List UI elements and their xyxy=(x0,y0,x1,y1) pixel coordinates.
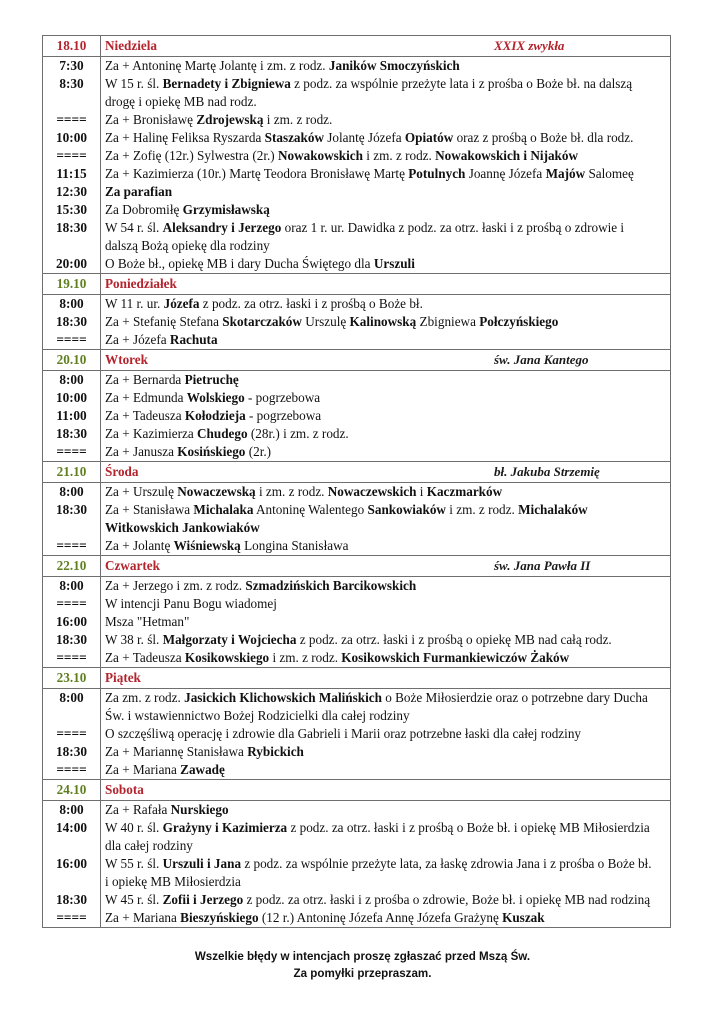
intention-text: z podz. za otrz. łaski i z prośbą o opiekę MB nad całą rodz. xyxy=(296,632,612,647)
intention-line xyxy=(105,443,666,461)
intention-text: W 40 r. śl. xyxy=(105,820,163,835)
intention-line xyxy=(105,165,666,183)
intention-line xyxy=(105,425,666,443)
intention-line xyxy=(105,129,666,147)
mass-time: 18:30 xyxy=(55,892,88,907)
intention-line xyxy=(105,201,666,219)
day-header-row xyxy=(43,780,671,801)
intention-name-bold: Nowaczewską xyxy=(177,484,256,499)
intention-text: z podz. za wspólnie przeżyte lata i z prośba o Boże bł. na dalszą xyxy=(290,76,633,91)
intention-text: Za + Kazimierza xyxy=(105,426,198,441)
day-header-row xyxy=(43,668,671,689)
mass-time: ==== xyxy=(56,726,87,741)
day-intentions-row xyxy=(43,577,671,668)
intention-text: o Boże Miłosierdzie oraz o potrzebne dary Ducha xyxy=(381,690,648,705)
mass-time: ==== xyxy=(56,444,87,459)
mass-time xyxy=(43,519,100,537)
intention-line xyxy=(105,725,666,743)
intention-text: Za + Jolantę xyxy=(105,538,174,553)
mass-time: ==== xyxy=(56,112,87,127)
intention-text: W 55 r. śl. xyxy=(105,856,163,871)
day-header-row xyxy=(43,556,671,577)
intention-text: i opiekę MB Miłosierdzia xyxy=(105,874,241,889)
intention-line xyxy=(105,147,666,165)
intention-line xyxy=(105,613,666,631)
intention-name-bold: Skotarczaków xyxy=(222,314,302,329)
intention-name-bold: Pietruchę xyxy=(184,372,239,387)
intention-line xyxy=(105,57,666,75)
intention-text: Za + Tadeusza xyxy=(105,408,185,423)
day-name: Sobota xyxy=(105,782,144,797)
mass-time: ==== xyxy=(56,148,87,163)
mass-time: ==== xyxy=(56,910,87,925)
mass-time: 11:15 xyxy=(56,166,87,181)
mass-time: 10:00 xyxy=(55,390,88,405)
intention-line xyxy=(105,649,666,667)
intention-name-bold: Połczyńskiego xyxy=(479,314,559,329)
intention-name-bold: Jasickich Klichowskich Malińskich xyxy=(184,690,382,705)
intention-text: Za + Mariana xyxy=(105,762,181,777)
intention-text: i zm. z rodz. xyxy=(445,502,519,517)
intention-text: W intencji Panu Bogu wiadomej xyxy=(105,596,277,611)
intention-name-bold: Majów xyxy=(545,166,586,181)
intention-name-bold: Wolskiego xyxy=(186,390,245,405)
intention-line xyxy=(105,873,666,891)
intention-text: Za + Urszulę xyxy=(105,484,178,499)
day-name: Wtorek xyxy=(105,352,148,367)
mass-time: ==== xyxy=(56,596,87,611)
intention-name-bold: Bernadety i Zbigniewa xyxy=(162,76,291,91)
day-intentions-row xyxy=(43,483,671,556)
intention-name-bold: Witkowskich Jankowiaków xyxy=(105,520,260,535)
intention-text: Za + Bernarda xyxy=(105,372,185,387)
intention-line xyxy=(105,819,666,837)
intention-name-bold: Kaczmarków xyxy=(426,484,503,499)
intention-text: Za + Jerzego i zm. z rodz. xyxy=(105,578,246,593)
intention-text: Za + Janusza xyxy=(105,444,178,459)
liturgical-feast: XXIX zwykła xyxy=(494,38,565,53)
intention-text: - pogrzebowa xyxy=(244,390,321,405)
intention-name-bold: Rybickich xyxy=(247,744,304,759)
intention-text: Za + Stanisława xyxy=(105,502,194,517)
intention-text: dla całej rodziny xyxy=(105,838,193,853)
intention-line xyxy=(105,389,666,407)
intention-text: Urszulę xyxy=(301,314,350,329)
intention-line xyxy=(105,743,666,761)
intention-name-bold: Kosikowskiego xyxy=(184,650,270,665)
intention-text: W 45 r. śl. xyxy=(105,892,163,907)
intention-name-bold: Sankowiaków xyxy=(367,502,446,517)
intention-line xyxy=(105,595,666,613)
intention-text: Joannę Józefa xyxy=(465,166,546,181)
day-header-row xyxy=(43,274,671,295)
mass-time: ==== xyxy=(56,762,87,777)
intention-text: (12 r.) Antoninę Józefa Annę Józefa Grażynę xyxy=(258,910,503,925)
mass-time: 15:30 xyxy=(55,202,88,217)
intention-text: Antoninę Walentego xyxy=(253,502,368,517)
mass-time: 18:30 xyxy=(55,744,88,759)
intention-text: oraz z prośbą o Boże bł. dla rodz. xyxy=(453,130,634,145)
intention-line xyxy=(105,255,666,273)
intention-line xyxy=(105,837,666,855)
mass-time: 14:00 xyxy=(55,820,88,835)
intention-text: i xyxy=(416,484,427,499)
intention-name-bold: Nowaczewskich xyxy=(327,484,417,499)
mass-time: 16:00 xyxy=(55,614,88,629)
intention-text: - pogrzebowa xyxy=(245,408,322,423)
mass-time: 18:30 xyxy=(55,632,88,647)
mass-time: 8:00 xyxy=(59,690,84,705)
intention-text: Za + Mariannę Stanisława xyxy=(105,744,248,759)
intention-text: W 54 r. śl. xyxy=(105,220,163,235)
intention-name-bold: Grażyny i Kazimierza xyxy=(162,820,288,835)
intention-text: z podz. za otrz. łaski i z prośbą o Boże bł. xyxy=(199,296,423,311)
mass-time: 20:00 xyxy=(55,256,88,271)
intention-name-bold: Urszuli xyxy=(373,256,415,271)
mass-time: 18:30 xyxy=(55,314,88,329)
intention-text: (2r.) xyxy=(245,444,272,459)
intention-line xyxy=(105,537,666,555)
day-date: 19.10 xyxy=(56,276,87,291)
intention-text: Msza "Hetman" xyxy=(105,614,190,629)
intention-name-bold: Janików Smoczyńskich xyxy=(328,58,460,73)
intention-name-bold: Wiśniewską xyxy=(173,538,241,553)
intention-line xyxy=(105,313,666,331)
intention-name-bold: Szmadzińskich Barcikowskich xyxy=(245,578,417,593)
intention-line xyxy=(105,295,666,313)
day-date: 18.10 xyxy=(56,38,87,53)
mass-time: 16:00 xyxy=(55,856,88,871)
intention-name-bold: Michalaka xyxy=(193,502,254,517)
day-name: Piątek xyxy=(105,670,141,685)
footer-note xyxy=(0,948,725,982)
intention-line xyxy=(105,761,666,779)
intention-name-bold: Kosikowskich Furmankiewiczów Żaków xyxy=(341,650,570,665)
intention-name-bold: Kalinowską xyxy=(349,314,417,329)
intention-name-bold: Grzymisławską xyxy=(182,202,270,217)
mass-time: ==== xyxy=(56,538,87,553)
mass-time xyxy=(43,707,100,725)
intention-text: dalszą Bożą opiekę dla rodziny xyxy=(105,238,270,253)
intention-line xyxy=(105,707,666,725)
intention-line xyxy=(105,801,666,819)
intention-text: Za + Mariana xyxy=(105,910,181,925)
intention-text: z podz. za otrz. łaski i z prośbą o Boże bł. i opiekę MB Miłosierdzia xyxy=(287,820,650,835)
intention-text: Za Dobromiłę xyxy=(105,202,183,217)
intention-text: i zm. z rodz. xyxy=(269,650,342,665)
intention-text: Św. i wstawiennictwo Bożej Rodzicielki dla całej rodziny xyxy=(105,708,410,723)
intention-text: i zm. z rodz. xyxy=(263,112,333,127)
day-name: Czwartek xyxy=(105,558,160,573)
mass-time: 18:30 xyxy=(55,502,88,517)
intention-name-bold: Kuszak xyxy=(502,910,545,925)
intention-text: Za + Józefa xyxy=(105,332,170,347)
day-date: 22.10 xyxy=(56,558,87,573)
intention-name-bold: Zawadę xyxy=(180,762,225,777)
day-intentions-row xyxy=(43,689,671,780)
day-intentions-row xyxy=(43,801,671,928)
intention-text: Za + Edmunda xyxy=(105,390,187,405)
intention-line xyxy=(105,371,666,389)
footer-line-1: Wszelkie błędy w intencjach proszę zgłaszać przed Mszą Św. xyxy=(194,950,531,963)
intention-text: Salomeę xyxy=(585,166,634,181)
intention-text: W 38 r. śl. xyxy=(105,632,163,647)
intention-name-bold: Za parafian xyxy=(105,184,173,199)
intention-line xyxy=(105,75,666,93)
intention-text: W 11 r. ur. xyxy=(105,296,164,311)
mass-time: ==== xyxy=(56,650,87,665)
intention-text: O szczęśliwą operację i zdrowie dla Gabrieli i Marii oraz potrzebne łaski dla całej rodziny xyxy=(105,726,582,741)
mass-time: 11:00 xyxy=(56,408,87,423)
intention-line xyxy=(105,577,666,595)
mass-time xyxy=(43,237,100,255)
intention-text: oraz 1 r. ur. Dawidka z podz. za otrz. łaski i z prośbą o zdrowie i xyxy=(281,220,625,235)
day-date: 21.10 xyxy=(56,464,87,479)
intention-text: Za + Tadeusza xyxy=(105,650,185,665)
day-intentions-row xyxy=(43,57,671,274)
intention-line xyxy=(105,891,666,909)
mass-time: 8:30 xyxy=(59,76,84,91)
intention-name-bold: Michalaków xyxy=(518,502,588,517)
intention-name-bold: Zofii i Jerzego xyxy=(162,892,244,907)
intention-line xyxy=(105,631,666,649)
intention-line xyxy=(105,501,666,519)
intention-name-bold: Kołodzieja xyxy=(184,408,246,423)
mass-time: 18:30 xyxy=(55,220,88,235)
intention-name-bold: Rachuta xyxy=(169,332,218,347)
day-intentions-row xyxy=(43,371,671,462)
intention-line xyxy=(105,237,666,255)
day-date: 23.10 xyxy=(56,670,87,685)
mass-time: 7:30 xyxy=(59,58,84,73)
liturgical-feast: bł. Jakuba Strzemię xyxy=(494,464,600,479)
intention-text: Za + Halinę Feliksa Ryszarda xyxy=(105,130,265,145)
intention-text: W 15 r. śl. xyxy=(105,76,163,91)
intention-name-bold: Nowakowskich xyxy=(277,148,363,163)
intention-name-bold: Małgorzaty i Wojciecha xyxy=(162,632,297,647)
intention-line xyxy=(105,407,666,425)
day-header-row xyxy=(43,350,671,371)
intention-text: Za + Stefanię Stefana xyxy=(105,314,223,329)
intention-line xyxy=(105,111,666,129)
mass-time: 8:00 xyxy=(59,296,84,311)
day-name: Środa xyxy=(105,464,139,479)
mass-time: ==== xyxy=(56,332,87,347)
mass-intentions-table xyxy=(42,35,671,928)
day-name: Niedziela xyxy=(105,38,158,53)
intention-text: i zm. z rodz. xyxy=(255,484,328,499)
intention-line xyxy=(105,909,666,927)
intention-name-bold: Opiatów xyxy=(404,130,454,145)
intention-line xyxy=(105,183,666,201)
mass-time: 8:00 xyxy=(59,372,84,387)
intention-name-bold: Staszaków xyxy=(264,130,324,145)
intention-text: drogę i opiekę MB nad rodz. xyxy=(105,94,257,109)
intention-name-bold: Potulnych xyxy=(408,166,466,181)
intention-text: Za + Bronisławę xyxy=(105,112,197,127)
mass-time: 10:00 xyxy=(55,130,88,145)
intention-text: Jolantę Józefa xyxy=(323,130,405,145)
intention-text: z podz. za wspólnie przeżyte lata, za łaskę zdrowia Jana i z prośba o Boże bł. xyxy=(241,856,652,871)
intention-line xyxy=(105,855,666,873)
intention-text: Za zm. z rodz. xyxy=(105,690,185,705)
day-date: 24.10 xyxy=(56,782,87,797)
mass-time: 8:00 xyxy=(59,802,84,817)
mass-time: 8:00 xyxy=(59,484,84,499)
intention-text: Za + Zofię (12r.) Sylwestra (2r.) xyxy=(105,148,278,163)
intention-name-bold: Nurskiego xyxy=(170,802,229,817)
intention-name-bold: Zdrojewską xyxy=(196,112,264,127)
mass-time: 18:30 xyxy=(55,426,88,441)
intention-name-bold: Chudego xyxy=(197,426,248,441)
mass-time xyxy=(43,873,100,891)
intention-text: O Boże bł., opiekę MB i dary Ducha Świętego dla xyxy=(105,256,374,271)
intention-line xyxy=(105,219,666,237)
day-header-row xyxy=(43,462,671,483)
mass-time xyxy=(43,837,100,855)
intention-line xyxy=(105,483,666,501)
intention-text: Zbigniewa xyxy=(416,314,480,329)
day-header-row xyxy=(43,36,671,57)
intention-text: Longina Stanisława xyxy=(240,538,349,553)
day-intentions-row xyxy=(43,295,671,350)
intention-text: (28r.) i zm. z rodz. xyxy=(247,426,349,441)
intention-name-bold: Urszuli i Jana xyxy=(162,856,242,871)
intention-line xyxy=(105,331,666,349)
intention-text: Za + Kazimierza (10r.) Martę Teodora Bronisławę Martę xyxy=(105,166,409,181)
intention-text: z podz. za otrz. łaski i z prośba o zdrowie, Boże bł. i opiekę MB nad rodziną xyxy=(243,892,651,907)
intention-line xyxy=(105,93,666,111)
intention-text: i zm. z rodz. xyxy=(362,148,436,163)
intention-name-bold: Aleksandry i Jerzego xyxy=(162,220,282,235)
intention-text: Za + Rafała xyxy=(105,802,171,817)
intention-name-bold: Kosińskiego xyxy=(177,444,246,459)
day-date: 20.10 xyxy=(56,352,87,367)
mass-time xyxy=(43,93,100,111)
intention-line xyxy=(105,689,666,707)
liturgical-feast: św. Jana Pawła II xyxy=(494,558,591,573)
intention-line xyxy=(105,519,666,537)
mass-time: 8:00 xyxy=(59,578,84,593)
liturgical-feast: św. Jana Kantego xyxy=(494,352,589,367)
mass-time: 12:30 xyxy=(55,184,88,199)
intention-text: Za + Antoninę Martę Jolantę i zm. z rodz. xyxy=(105,58,329,73)
intention-name-bold: Bieszyńskiego xyxy=(180,910,259,925)
day-name: Poniedziałek xyxy=(105,276,177,291)
intention-name-bold: Józefa xyxy=(163,296,200,311)
footer-line-2: Za pomyłki przepraszam. xyxy=(293,967,432,980)
intention-name-bold: Nowakowskich i Nijaków xyxy=(435,148,579,163)
